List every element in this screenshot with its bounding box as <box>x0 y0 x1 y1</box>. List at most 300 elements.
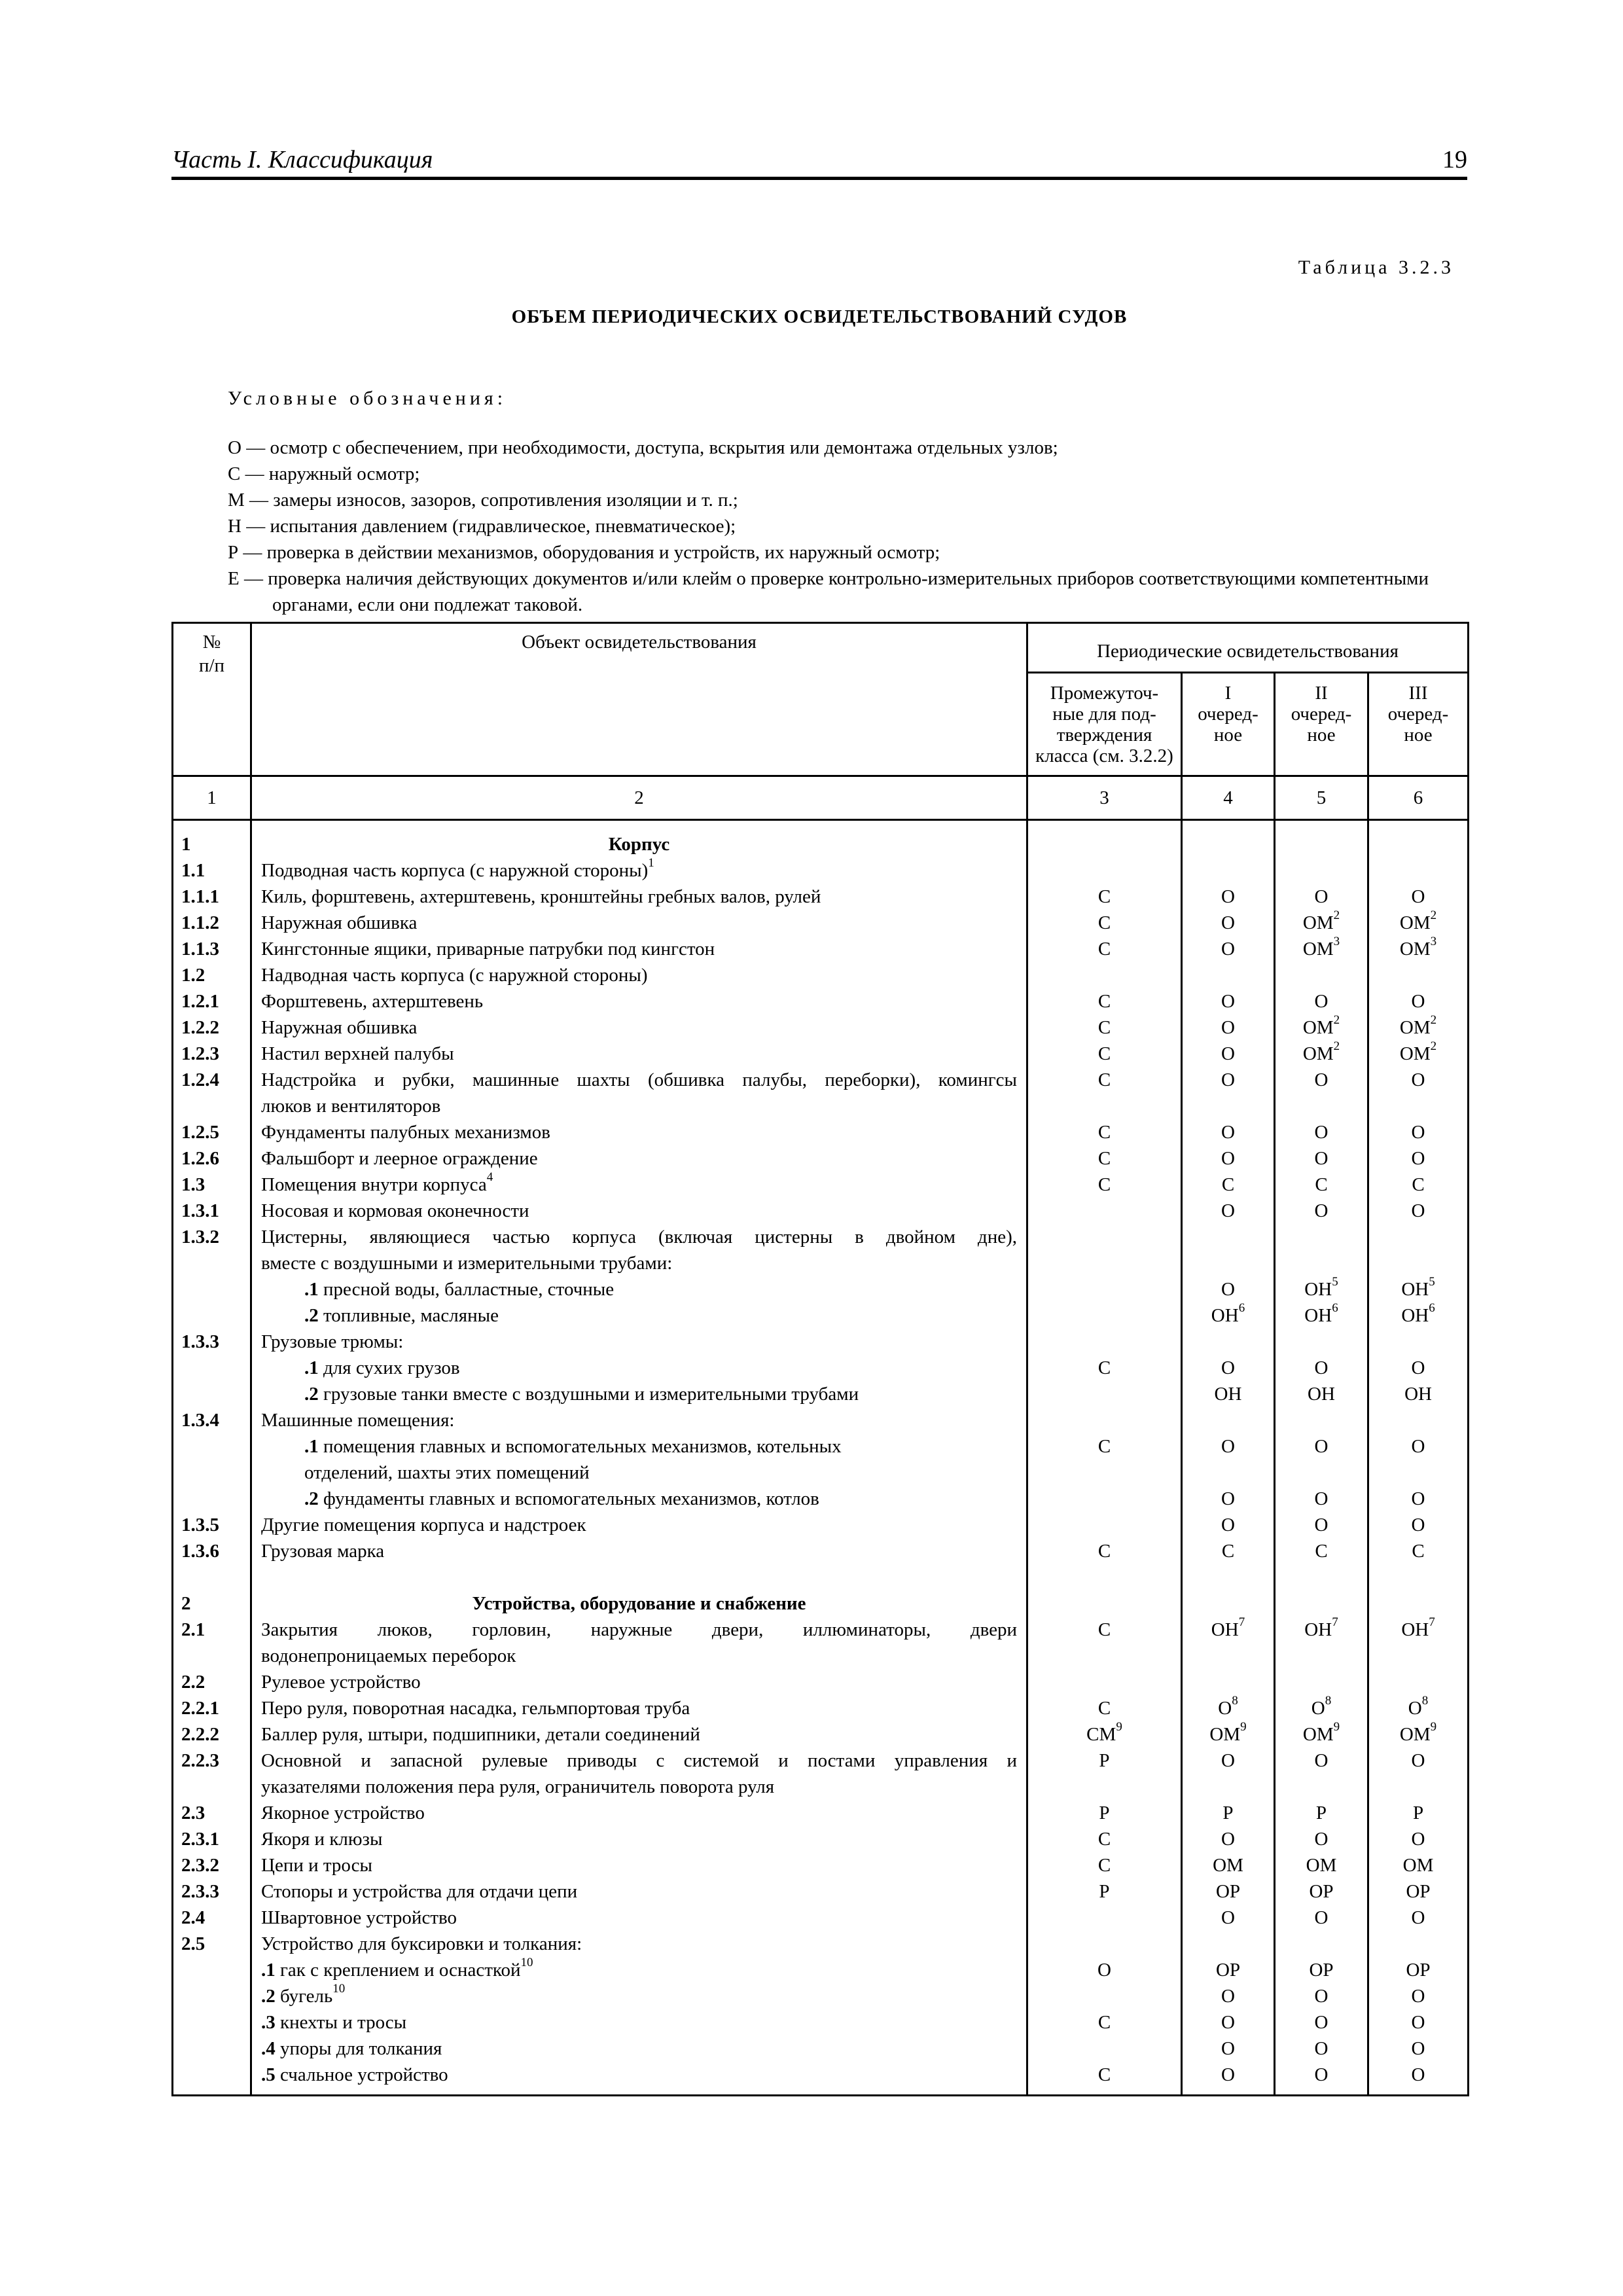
survey-code-text: О <box>1311 1698 1325 1719</box>
object-text: счальное устройство <box>275 2064 448 2085</box>
survey-code-text: О <box>1411 1357 1425 1378</box>
survey-code <box>1369 1774 1467 1800</box>
survey-code-text: ОМ <box>1399 1017 1431 1038</box>
item-number: 2.2.2 <box>181 1724 219 1745</box>
survey-code <box>1369 962 1467 988</box>
footnote-ref: 8 <box>1232 1695 1238 1708</box>
survey-code <box>1275 1931 1367 1957</box>
object-text: люков и вентиляторов <box>261 1096 441 1117</box>
survey-code <box>1028 1407 1181 1433</box>
survey-code-text: О <box>1411 1148 1425 1169</box>
survey-code <box>1369 1931 1467 1957</box>
survey-code-text: ОМ <box>1399 912 1431 933</box>
survey-code <box>1369 1590 1467 1617</box>
legend-item: Е — проверка наличия действующих документов и/или клейм о проверке контрольно-измерительных приборов соответствующими компетентными органами, если они подлежат таковой. <box>228 568 1429 615</box>
object-description <box>252 1721 1026 1748</box>
header-second-line: II <box>1315 683 1328 704</box>
survey-code <box>1369 1329 1467 1355</box>
footnote-ref: 2 <box>1333 1014 1340 1028</box>
header-first-line: I <box>1224 683 1232 704</box>
survey-code-text: О <box>1314 991 1329 1012</box>
survey-code <box>1369 1826 1467 1852</box>
object-description <box>252 1302 1026 1329</box>
survey-code <box>1275 962 1367 988</box>
survey-code <box>1275 1329 1367 1355</box>
item-number: 1.3 <box>181 1174 205 1195</box>
footnote-ref: 9 <box>1116 1721 1122 1734</box>
object-description <box>252 1852 1026 1878</box>
legend-item: Н — испытания давлением (гидравлическое, пневматическое); <box>228 516 736 537</box>
survey-code-text: ОН <box>1401 1279 1429 1300</box>
item-number <box>173 1983 250 2009</box>
survey-code-text: О <box>1314 1488 1329 1509</box>
survey-code <box>1275 1224 1367 1250</box>
survey-code <box>1183 1198 1274 1224</box>
survey-code-text: О <box>1411 1436 1425 1457</box>
object-description <box>252 1276 1026 1302</box>
object-text: Устройство для буксировки и толкания: <box>261 1933 582 1954</box>
survey-code <box>1275 1643 1367 1669</box>
object-text: Наружная обшивка <box>261 1017 418 1038</box>
object-text: кнехты и тросы <box>275 2012 407 2033</box>
item-number: 1 <box>181 834 191 855</box>
object-text: бугель <box>275 1986 333 2007</box>
survey-code <box>1369 831 1467 857</box>
item-number: 2.3 <box>181 1803 205 1823</box>
survey-code <box>1369 936 1467 962</box>
survey-code <box>1369 1014 1467 1041</box>
object-description <box>252 1800 1026 1826</box>
survey-code <box>1183 962 1274 988</box>
item-number: 1.2.6 <box>181 1148 219 1169</box>
survey-code-text: О <box>1411 1750 1425 1771</box>
header-third-line: ное <box>1404 725 1433 745</box>
survey-code <box>1183 1643 1274 1669</box>
survey-code <box>1275 1721 1367 1748</box>
survey-code-text: О <box>1314 1907 1329 1928</box>
third-survey-column <box>1368 820 1469 2096</box>
footnote-ref: 10 <box>520 1957 533 1970</box>
footnote-ref: 5 <box>1429 1276 1435 1289</box>
survey-code <box>1369 1905 1467 1931</box>
item-number: 1.2.2 <box>181 1017 219 1038</box>
object-description <box>252 857 1026 884</box>
item-number: 2.1 <box>181 1619 205 1640</box>
legend-item: М — замеры износов, зазоров, сопротивления изоляции и т. п.; <box>228 490 738 511</box>
survey-code <box>1369 1145 1467 1172</box>
object-text: Закрытия люков, горловин, наружные двери, иллюминаторы, двери <box>261 1619 1017 1640</box>
survey-code-text: О <box>1314 1986 1329 2007</box>
survey-code <box>1183 1695 1274 1721</box>
survey-code <box>1028 1355 1181 1381</box>
survey-code <box>1369 2062 1467 2088</box>
survey-code <box>1275 1486 1367 1512</box>
survey-code-text: ОР <box>1215 1960 1241 1981</box>
survey-code <box>1028 1721 1181 1748</box>
survey-code-text: ОР <box>1406 1960 1431 1981</box>
survey-code <box>1369 1093 1467 1119</box>
object-description <box>252 1695 1026 1721</box>
survey-code-text: О <box>1411 1200 1425 1221</box>
survey-code <box>1183 2036 1274 2062</box>
object-text: помещения главных и вспомогательных механизмов, котельных <box>318 1436 842 1457</box>
survey-code <box>1183 1014 1274 1041</box>
survey-code-text: ОН <box>1304 1305 1332 1326</box>
survey-code <box>1028 2036 1181 2062</box>
survey-code-text: О <box>1221 1488 1235 1509</box>
survey-code <box>1369 1224 1467 1250</box>
sub-item-marker: .2 <box>304 1384 319 1405</box>
footnote-ref: 2 <box>1430 910 1437 923</box>
table-reference: Таблица 3.2.3 <box>1298 257 1454 278</box>
survey-code-text: О <box>1221 1148 1235 1169</box>
footnote-ref: 9 <box>1240 1721 1247 1734</box>
survey-code-text: О <box>1221 1043 1235 1064</box>
survey-code-text: ОН <box>1404 1384 1432 1405</box>
survey-code <box>1028 1931 1181 1957</box>
item-number: 2 <box>181 1593 191 1614</box>
object-description <box>252 1983 1026 2009</box>
survey-code <box>1369 1433 1467 1460</box>
survey-code <box>1183 1460 1274 1486</box>
survey-code-text: ОМ <box>1209 1724 1241 1745</box>
survey-code-text: О <box>1221 886 1235 907</box>
column-number: 6 <box>1368 776 1469 820</box>
survey-code <box>1369 1198 1467 1224</box>
sub-item-marker: .3 <box>261 2012 276 2033</box>
item-number: 1.3.5 <box>181 1515 219 1535</box>
survey-code <box>1369 910 1467 936</box>
object-description <box>252 1407 1026 1433</box>
survey-code-text: ОМ <box>1399 939 1431 960</box>
survey-code <box>1369 1617 1467 1643</box>
survey-code <box>1369 1172 1467 1198</box>
survey-code-text: ОМ <box>1302 939 1334 960</box>
survey-code-text: С <box>1097 1855 1111 1876</box>
object-description <box>252 1041 1026 1067</box>
survey-code <box>1275 1302 1367 1329</box>
survey-code-text: О <box>1411 886 1425 907</box>
survey-code <box>1275 1014 1367 1041</box>
item-number <box>173 1774 250 1800</box>
survey-code-text: С <box>1097 991 1111 1012</box>
object-text: грузовые танки вместе с воздушными и измерительными трубами <box>318 1384 859 1405</box>
survey-code-text: О <box>1314 1122 1329 1143</box>
survey-code <box>1028 1957 1181 1983</box>
survey-code <box>1369 2036 1467 2062</box>
survey-code <box>1028 1041 1181 1067</box>
object-text: указателями положения пера руля, ограничитель поворота руля <box>261 1776 775 1797</box>
object-text: фундаменты главных и вспомогательных механизмов, котлов <box>318 1488 819 1509</box>
survey-code-text: ОН <box>1211 1305 1239 1326</box>
footnote-ref: 10 <box>332 1983 346 1996</box>
survey-code <box>1275 1774 1367 1800</box>
object-text: Наружная обшивка <box>261 912 418 933</box>
survey-code-text: ОР <box>1215 1881 1241 1902</box>
object-description <box>252 1093 1026 1119</box>
object-description <box>252 1905 1026 1931</box>
survey-code <box>1183 1826 1274 1852</box>
survey-code <box>1028 1460 1181 1486</box>
survey-code <box>1275 1590 1367 1617</box>
intermediate-column <box>1027 820 1182 2096</box>
survey-code <box>1028 936 1181 962</box>
survey-code <box>1369 1041 1467 1067</box>
footnote-ref: 7 <box>1332 1617 1338 1630</box>
survey-code-text: О <box>1221 1750 1235 1771</box>
survey-code <box>1183 1878 1274 1905</box>
item-number: 1.1.1 <box>181 886 219 907</box>
object-description <box>252 1486 1026 1512</box>
object-description <box>252 962 1026 988</box>
survey-code <box>1028 1381 1181 1407</box>
legend-item: О — осмотр с обеспечением, при необходимости, доступа, вскрытия или демонтажа отдельных узлов; <box>228 437 1058 458</box>
legend-item: С — наружный осмотр; <box>228 463 420 484</box>
survey-code <box>1183 1538 1274 1564</box>
survey-code <box>1275 1250 1367 1276</box>
survey-code-text: О <box>1314 1200 1329 1221</box>
sub-item-marker: .1 <box>261 1960 276 1981</box>
object-description <box>252 1957 1026 1983</box>
survey-code <box>1183 1669 1274 1695</box>
first-survey-column <box>1182 820 1275 2096</box>
survey-code <box>1369 1538 1467 1564</box>
survey-code-text: С <box>1097 1069 1111 1090</box>
object-text: отделений, шахты этих помещений <box>304 1462 590 1483</box>
object-description <box>252 936 1026 962</box>
sub-item-marker: .4 <box>261 2038 276 2059</box>
survey-code-text: СМ <box>1086 1724 1116 1745</box>
survey-code <box>1275 910 1367 936</box>
survey-code <box>1028 1590 1181 1617</box>
survey-code-text: О <box>1411 1986 1425 2007</box>
object-description <box>252 1381 1026 1407</box>
object-text: топливные, масляные <box>318 1305 499 1326</box>
footnote-ref: 7 <box>1429 1617 1435 1630</box>
survey-code <box>1183 1250 1274 1276</box>
object-description <box>252 2062 1026 2088</box>
object-text: Рулевое устройство <box>261 1672 421 1693</box>
survey-code-text: О <box>1221 1829 1235 1850</box>
object-description <box>252 1826 1026 1852</box>
survey-code <box>1369 2009 1467 2036</box>
survey-code <box>1183 1145 1274 1172</box>
column-number: 5 <box>1275 776 1368 820</box>
survey-code <box>1028 1512 1181 1538</box>
footnote-ref: 8 <box>1421 1695 1429 1708</box>
header-rule <box>171 177 1467 180</box>
survey-code-text: О <box>1221 1986 1235 2007</box>
survey-code-text: О <box>1411 1488 1425 1509</box>
item-number: 1.3.4 <box>181 1410 219 1431</box>
item-number: 1.2.4 <box>181 1069 219 1090</box>
object-text: Корпус <box>608 834 670 855</box>
survey-code <box>1028 1748 1181 1774</box>
survey-code-text: ОМ <box>1399 1724 1431 1745</box>
object-description <box>252 988 1026 1014</box>
object-description <box>252 1564 1026 1590</box>
item-number <box>173 1957 250 1983</box>
object-text: Якорное устройство <box>261 1803 425 1823</box>
survey-code <box>1028 1276 1181 1302</box>
survey-code <box>1275 1041 1367 1067</box>
survey-code <box>1275 1407 1367 1433</box>
survey-code-text: С <box>1097 1436 1111 1457</box>
footnote-ref: 2 <box>1333 1041 1340 1054</box>
survey-code <box>1369 1355 1467 1381</box>
survey-code <box>1028 1067 1181 1093</box>
survey-code-text: С <box>1221 1174 1235 1195</box>
survey-code <box>1369 1564 1467 1590</box>
survey-code <box>1183 1172 1274 1198</box>
object-text: Цепи и тросы <box>261 1855 372 1876</box>
item-number <box>173 1302 250 1329</box>
object-text: Надстройка и рубки, машинные шахты (обшивка палубы, переборки), комингсы <box>261 1069 1017 1090</box>
survey-code <box>1275 1067 1367 1093</box>
footnote-ref: 2 <box>1430 1014 1437 1028</box>
footnote-ref: 8 <box>1325 1695 1332 1708</box>
header-third-line: III <box>1408 683 1428 704</box>
header-second-line: ное <box>1307 725 1336 745</box>
object-text: Другие помещения корпуса и надстроек <box>261 1515 586 1535</box>
survey-code <box>1028 1878 1181 1905</box>
survey-code <box>1183 1957 1274 1983</box>
survey-code-text: ОН <box>1304 1619 1332 1640</box>
footnote-ref: 7 <box>1238 1617 1245 1630</box>
survey-code-text: О <box>1221 1069 1235 1090</box>
running-header <box>171 140 1467 177</box>
survey-code <box>1028 1433 1181 1460</box>
survey-code-text: О <box>1314 1750 1329 1771</box>
survey-code-text: ОР <box>1309 1960 1334 1981</box>
survey-code <box>1369 1460 1467 1486</box>
survey-code-text: ОМ <box>1306 1855 1337 1876</box>
object-description <box>252 1617 1026 1643</box>
object-description <box>252 1433 1026 1460</box>
item-number: 1.2.5 <box>181 1122 219 1143</box>
item-number-column <box>173 820 251 2096</box>
object-description <box>252 2009 1026 2036</box>
survey-code-text: Р <box>1099 1881 1110 1902</box>
item-number <box>173 2036 250 2062</box>
object-description <box>252 1329 1026 1355</box>
object-text: Кингстонные ящики, приварные патрубки под кингстон <box>261 939 715 960</box>
survey-code <box>1028 1643 1181 1669</box>
survey-code-text: С <box>1412 1174 1425 1195</box>
survey-code <box>1369 1486 1467 1512</box>
survey-code-text: О <box>1411 2012 1425 2033</box>
survey-code-text: ОМ <box>1302 1724 1334 1745</box>
survey-code <box>1028 1198 1181 1224</box>
survey-code <box>1275 1145 1367 1172</box>
survey-code <box>1369 1276 1467 1302</box>
header-second <box>1275 673 1368 776</box>
column-number: 1 <box>173 776 251 820</box>
survey-code <box>1369 1878 1467 1905</box>
object-column <box>251 820 1027 2096</box>
survey-code-text: С <box>1097 1174 1111 1195</box>
survey-code <box>1275 936 1367 962</box>
object-description <box>252 1250 1026 1276</box>
object-text: пресной воды, балластные, сточные <box>318 1279 615 1300</box>
object-description <box>252 1460 1026 1486</box>
survey-code-text: С <box>1097 1357 1111 1378</box>
survey-code <box>1275 1512 1367 1538</box>
survey-code <box>1275 1433 1367 1460</box>
object-text: Киль, форштевень, ахтерштевень, кронштейны гребных валов, рулей <box>261 886 821 907</box>
survey-code-text: С <box>1097 939 1111 960</box>
survey-code <box>1369 1250 1467 1276</box>
survey-code <box>1183 1931 1274 1957</box>
survey-code <box>1183 1224 1274 1250</box>
item-number <box>173 1093 250 1119</box>
survey-code <box>1275 988 1367 1014</box>
item-number <box>173 1381 250 1407</box>
survey-code <box>1183 1433 1274 1460</box>
object-text: Фундаменты палубных механизмов <box>261 1122 550 1143</box>
survey-code-text: О <box>1221 1515 1235 1535</box>
survey-code-text: ОН <box>1401 1619 1429 1640</box>
survey-code <box>1183 1983 1274 2009</box>
object-description <box>252 2036 1026 2062</box>
page-number: 19 <box>1442 146 1467 173</box>
survey-code-text: ОН <box>1214 1384 1242 1405</box>
survey-code <box>1275 1669 1367 1695</box>
survey-code <box>1028 1617 1181 1643</box>
survey-code <box>1183 1748 1274 1774</box>
survey-code <box>1369 1119 1467 1145</box>
survey-table <box>171 622 1469 2096</box>
survey-code <box>1028 1826 1181 1852</box>
column-number: 2 <box>251 776 1027 820</box>
survey-code <box>1028 1669 1181 1695</box>
survey-code-text: О <box>1314 1515 1329 1535</box>
survey-code <box>1028 1329 1181 1355</box>
survey-code <box>1028 857 1181 884</box>
survey-code <box>1275 1119 1367 1145</box>
item-number: 2.5 <box>181 1933 205 1954</box>
header-first <box>1182 673 1275 776</box>
item-number <box>173 2009 250 2036</box>
survey-code <box>1028 1119 1181 1145</box>
survey-code-text: ОН <box>1401 1305 1429 1326</box>
survey-code <box>1369 1721 1467 1748</box>
sub-item-marker: .5 <box>261 2064 276 2085</box>
object-description <box>252 1878 1026 1905</box>
survey-code-text: Р <box>1412 1803 1424 1823</box>
survey-code-text: О <box>1221 2012 1235 2033</box>
survey-code <box>1275 1564 1367 1590</box>
survey-code-text: О <box>1314 1436 1329 1457</box>
survey-code <box>1369 884 1467 910</box>
survey-code-text: С <box>1315 1541 1328 1562</box>
survey-code <box>1028 1250 1181 1276</box>
survey-code <box>1369 1800 1467 1826</box>
survey-code <box>1275 2036 1367 2062</box>
survey-code <box>1183 1093 1274 1119</box>
header-intermediate-line: класса (см. 3.2.2) <box>1035 745 1173 766</box>
object-text: Якоря и клюзы <box>261 1829 383 1850</box>
footnote-ref: 4 <box>486 1172 493 1185</box>
survey-code-text: С <box>1097 1043 1111 1064</box>
object-text: Настил верхней палубы <box>261 1043 454 1064</box>
survey-code <box>1183 1407 1274 1433</box>
document-title: ОБЪЕМ ПЕРИОДИЧЕСКИХ ОСВИДЕТЕЛЬСТВОВАНИЙ СУДОВ <box>511 306 1128 327</box>
survey-code <box>1275 2009 1367 2036</box>
object-text: Надводная часть корпуса (с наружной стороны) <box>261 965 648 986</box>
item-number <box>173 1433 250 1460</box>
header-third-line: очеред- <box>1387 704 1449 725</box>
